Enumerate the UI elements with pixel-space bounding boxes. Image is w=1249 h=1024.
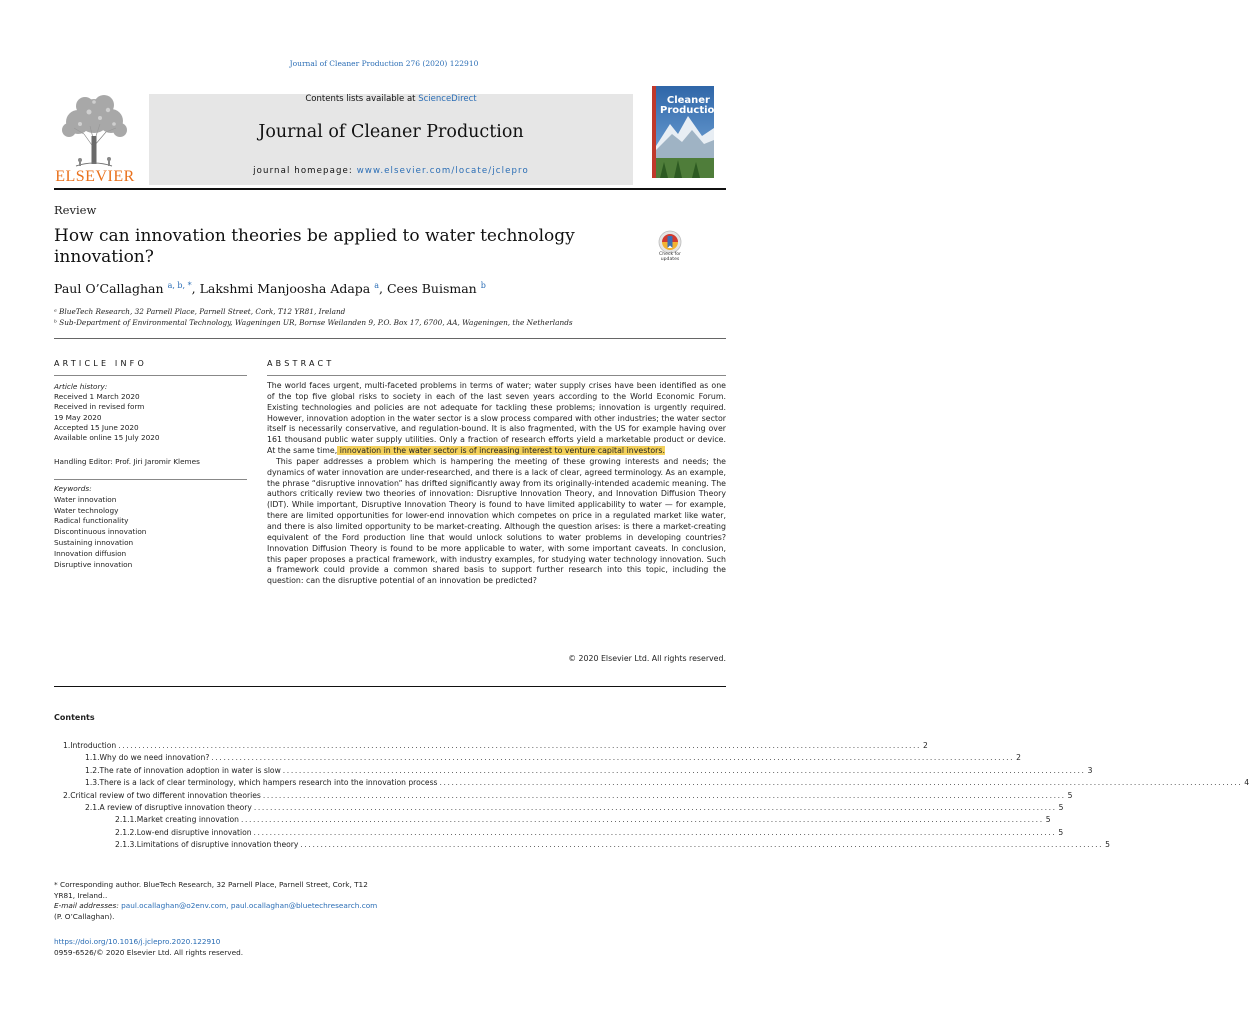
toc-entry[interactable] — [54, 815, 1051, 826]
header-rule — [54, 188, 726, 190]
toc-entry-number: 1.1. — [85, 753, 100, 763]
contents-prefix: Contents lists available at — [305, 94, 419, 104]
abstract-rule — [267, 375, 726, 376]
homepage-prefix: journal homepage: — [253, 166, 357, 176]
author-affiliation-marker[interactable]: a — [374, 281, 380, 290]
toc-entry-page: 5 — [1067, 790, 1073, 800]
toc-leader-dots: ........................................................................................................................................................................................................ — [253, 803, 1057, 812]
author-name[interactable]: Cees Buisman — [386, 281, 477, 296]
toc-entry-page: 5 — [1058, 803, 1064, 812]
corresponding-author-note: * Corresponding author. BlueTech Research, 32 Parnell Place, Parnell Street, Cork, T12 YR81, Ireland.. — [54, 880, 368, 900]
article-info-heading: ARTICLE INFO — [54, 359, 147, 368]
keyword: Water innovation — [54, 494, 117, 504]
contents-heading: Contents — [54, 713, 95, 722]
toc-entry-page: 2 — [1016, 753, 1022, 763]
journal-title: Journal of Cleaner Production — [258, 122, 524, 142]
affiliation-b: ᵇ Sub-Department of Environmental Technology, Wageningen UR, Bornse Weilanden 9, P.O. Box 17, 6700, AA, Wageningen, the Netherlands — [54, 318, 573, 327]
toc-entry-title[interactable]: Introduction — [70, 741, 117, 750]
elsevier-logo[interactable] — [54, 88, 136, 184]
history-item: 19 May 2020 — [54, 412, 102, 422]
journal-homepage-line — [149, 166, 633, 176]
toc-entry-title[interactable]: A review of disruptive innovation theory — [99, 803, 252, 812]
toc-entry-number: 2.1.3. — [115, 840, 137, 850]
email-link-1[interactable]: paul.ocallaghan@o2env.com, — [121, 901, 229, 911]
email-link-2[interactable]: paul.ocallaghan@bluetechresearch.com — [230, 901, 378, 911]
author-separator: , — [379, 281, 387, 296]
article-history — [54, 382, 254, 443]
section-rule — [54, 338, 726, 339]
toc-entry-title[interactable]: Why do we need innovation? — [99, 753, 210, 763]
toc-entry-title[interactable]: Market creating innovation — [136, 815, 239, 825]
keyword: Sustaining innovation — [54, 537, 134, 547]
issn-copyright: 0959-6526/© 2020 Elsevier Ltd. All rights reserved. — [54, 947, 244, 957]
keyword: Innovation diffusion — [54, 548, 127, 558]
author-separator: , — [191, 281, 200, 296]
abstract-copyright: © 2020 Elsevier Ltd. All rights reserved. — [568, 654, 726, 663]
toc-entry[interactable] — [54, 753, 1022, 764]
toc-entry-page: 4 — [1244, 778, 1249, 788]
author-affiliation-marker[interactable]: a, b, * — [167, 281, 192, 290]
abstract-body — [267, 381, 726, 587]
author-name[interactable]: Lakshmi Manjoosha Adapa — [199, 281, 371, 296]
handling-editor: Handling Editor: Prof. Jiri Jaromir Klemes — [54, 457, 200, 466]
toc-entry[interactable] — [54, 790, 1073, 802]
article-type: Review — [54, 203, 97, 217]
doi-block — [54, 937, 243, 959]
toc-entry-page: 5 — [1045, 815, 1051, 825]
history-label: Article history: — [54, 382, 108, 391]
keyword: Discontinuous innovation — [54, 527, 147, 537]
journal-citation-link[interactable]: Journal of Cleaner Production 276 (2020) 122910 — [289, 59, 479, 68]
sciencedirect-link[interactable]: ScienceDirect — [418, 94, 477, 104]
toc-entry-page: 3 — [1087, 765, 1093, 775]
corresponding-author-footnote — [54, 880, 384, 922]
article-title: How can innovation theories be applied to water technology innovation? — [54, 226, 575, 267]
keywords-label: Keywords: — [54, 484, 92, 493]
abstract-paragraph-2: This paper addresses a problem which is hampering the meeting of these growing interests and needs; the dynamics of water innovation are under-researched, and there is a lack of clear, agreed terminology. As an example, the phrase “disruptive innovation” has drifted significantly away from its originally-intended academic meaning. The authors critically review two theories of innovation: Disruptive Innovation Theory, and Innovation Diffusion Theory (IDT). While important, Disruptive Innovation Theory is found to have limited applicability to water — for example, there are limited opportunities for lower-end innovation which competes on price in a regulated market like water, and there is also limited opportunity to be market-creating. Although the question arises: is there a market-creating equivalent of the Ford production line that would unlock solutions to water problems in developing countries? Innovation Diffusion Theory is found to be more applicable to water, with some important caveats. In conclusion, this paper proposes a practical framework, with industry examples, for studying water technology innovation. Such a framework could provide a common shared basis to support further research into this topic, including the question: can the disruptive potential of an innovation be predicted? — [267, 456, 726, 586]
toc-entry-page: 5 — [1105, 840, 1111, 850]
contents-available-line — [149, 94, 633, 104]
toc-leader-dots: ........................................................................................................................................................................................................ — [439, 778, 1243, 788]
toc-entry[interactable] — [54, 803, 1064, 814]
journal-banner — [149, 94, 633, 185]
toc-entry-page: 5 — [1058, 827, 1064, 837]
author-affiliation-marker[interactable]: b — [480, 281, 486, 290]
toc-leader-dots: ........................................................................................................................................................................................................ — [262, 790, 1066, 800]
abstract-text: The world faces urgent, multi-faceted problems in terms of water; water supply crises have been identified as one of the top five global risks to society in each of the last seven years according to the World Economic Forum. Existing technologies and policies are not adequate for tackling these problems; innovation is urgently required. However, innovation adoption in the water sector is a slow process compared with other industries; the water sector itself is necessarily conservative, and regulation-bound. It is also fragmented, with the US for example having over 161 thousand public water supply utilities. Only a fraction of research efforts yield a marketable product or device. At the same time, — [267, 381, 726, 456]
toc-entry-number: 1. — [63, 741, 71, 750]
toc-leader-dots: ........................................................................................................................................................................................................ — [282, 765, 1086, 775]
toc-leader-dots: ........................................................................................................................................................................................................ — [211, 753, 1015, 763]
highlighted-text[interactable]: innovation in the water sector is of increasing interest to venture capital investors. — [337, 446, 665, 456]
author-list — [54, 281, 486, 296]
crossmark-label: Check for updates — [659, 252, 681, 262]
keyword: Water technology — [54, 505, 119, 515]
toc-entry[interactable] — [54, 741, 928, 752]
toc-entry-title[interactable]: There is a lack of clear terminology, which hampers research into the innovation process — [99, 778, 438, 788]
keywords-rule — [54, 479, 247, 480]
history-item: Received in revised form — [54, 402, 145, 412]
abstract-heading: ABSTRACT — [267, 359, 335, 368]
email-label: E-mail addresses: — [54, 901, 119, 911]
toc-entry-title[interactable]: Low-end disruptive innovation — [136, 827, 252, 837]
history-item: Received 1 March 2020 — [54, 392, 140, 402]
toc-entry[interactable] — [54, 778, 1249, 789]
affiliation-a: ᵃ BlueTech Research, 32 Parnell Place, Parnell Street, Cork, T12 YR81, Ireland — [54, 307, 346, 316]
toc-leader-dots: ........................................................................................................................................................................................................ — [300, 840, 1104, 850]
cover-title-line-1: Cleaner — [666, 95, 710, 106]
toc-leader-dots: ........................................................................................................................................................................................................ — [240, 815, 1044, 825]
history-item: Accepted 15 June 2020 — [54, 422, 139, 432]
elsevier-wordmark: ELSEVIER — [55, 168, 135, 185]
email-line — [54, 901, 384, 922]
journal-cover[interactable] — [652, 86, 722, 178]
toc-entry-number: 1.3. — [85, 778, 100, 788]
abstract-paragraph-1 — [267, 381, 726, 457]
toc-entry[interactable] — [54, 827, 1064, 839]
article-info-rule — [54, 375, 247, 376]
toc-entry-number: 2.1.2. — [115, 827, 137, 837]
toc-entry[interactable] — [54, 840, 1111, 851]
toc-entry-title[interactable]: The rate of innovation adoption in water is slow — [99, 765, 281, 775]
contents-rule — [54, 686, 726, 687]
toc-entry-number: 1.2. — [85, 765, 100, 775]
toc-leader-dots: ........................................................................................................................................................................................................ — [253, 827, 1057, 837]
toc-leader-dots: ........................................................................................................................................................................................................ — [118, 741, 922, 750]
author-name[interactable]: Paul O’Callaghan — [54, 281, 164, 296]
cover-title-line-2: Production — [660, 105, 722, 116]
keyword: Disruptive innovation — [54, 559, 133, 569]
doi-link[interactable]: https://doi.org/10.1016/j.jclepro.2020.122910 — [54, 937, 221, 946]
toc-entry-number: 2.1.1. — [115, 815, 137, 825]
toc-entry-number: 2.1. — [85, 803, 100, 812]
history-item: Available online 15 July 2020 — [54, 433, 160, 443]
toc-entry[interactable] — [54, 765, 1093, 777]
toc-entry-title[interactable]: Limitations of disruptive innovation theory — [136, 840, 299, 850]
keywords — [54, 484, 254, 570]
check-for-updates-badge[interactable] — [652, 230, 688, 266]
keyword: Radical functionality — [54, 516, 129, 526]
homepage-link[interactable]: www.elsevier.com/locate/jclepro — [356, 166, 529, 176]
affiliations — [54, 306, 573, 328]
toc-entry-page: 2 — [923, 741, 928, 750]
email-suffix: (P. O’Callaghan). — [54, 911, 115, 921]
toc-entry-number: 2. — [63, 790, 71, 800]
toc-entry-title[interactable]: Critical review of two different innovation theories — [70, 790, 261, 800]
